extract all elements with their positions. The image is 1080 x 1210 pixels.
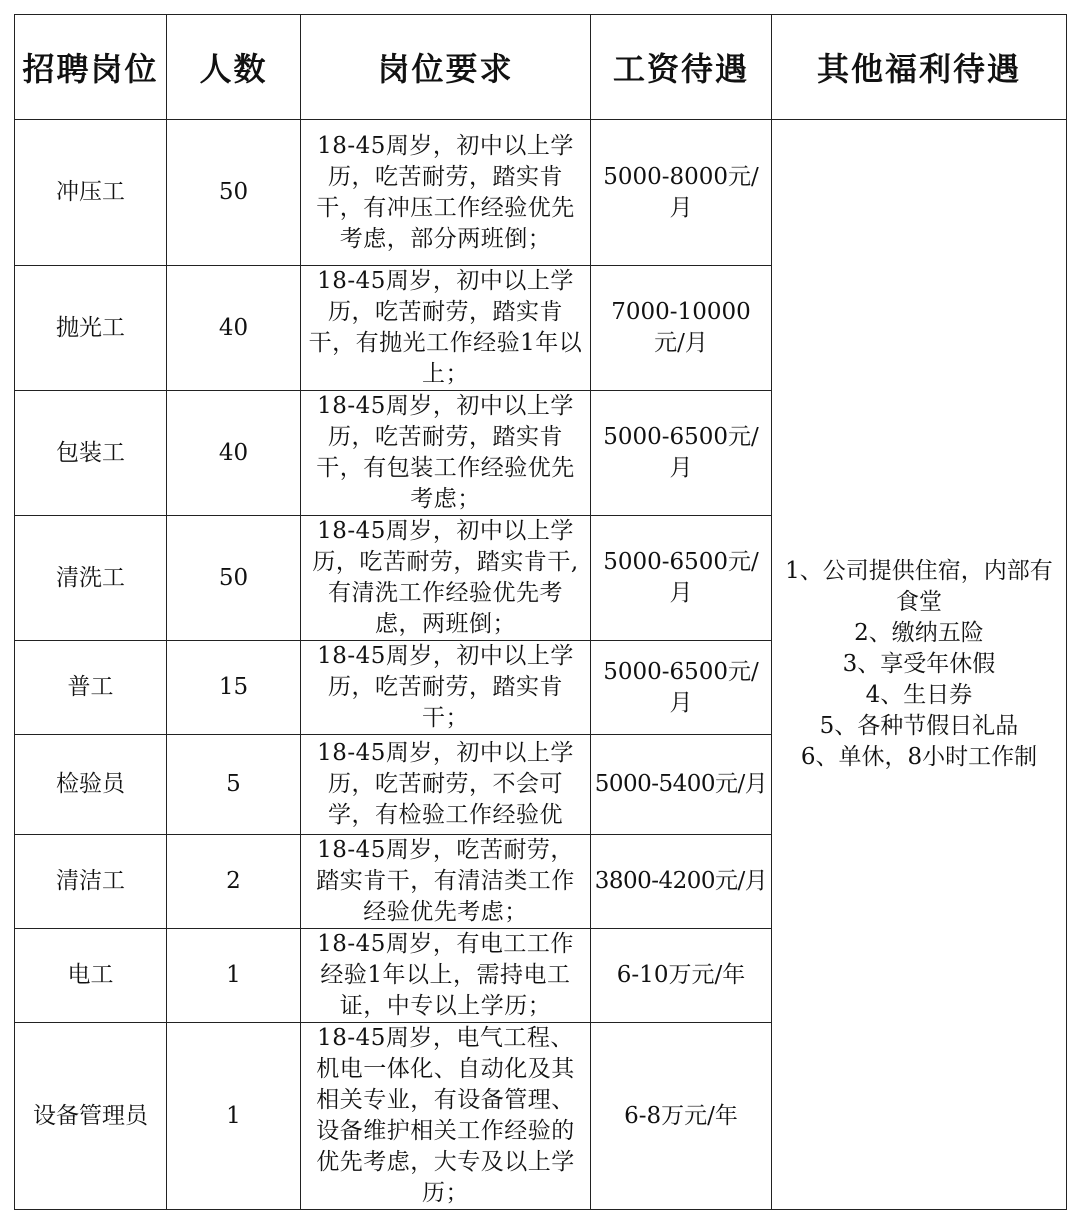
requirement-cell: 18-45周岁，吃苦耐劳，踏实肯干，有清洁类工作经验优先考虑；: [301, 835, 591, 929]
count-cell: 2: [167, 835, 301, 929]
salary-cell: 5000-5400元/月: [591, 735, 772, 835]
salary-cell: 5000-6500元/月: [591, 641, 772, 735]
welfare-cell: [772, 120, 1067, 1210]
salary-cell: 5000-6500元/月: [591, 391, 772, 516]
salary-cell: 6-8万元/年: [591, 1023, 772, 1210]
requirement-cell: 18-45周岁，初中以上学历，吃苦耐劳，踏实肯干,有清洗工作经验优先考虑，两班倒；: [301, 516, 591, 641]
header-position: 招聘岗位: [15, 15, 167, 120]
count-cell: 50: [167, 120, 301, 266]
recruitment-table: [14, 14, 1067, 1210]
requirement-cell: 18-45周岁，初中以上学历，吃苦耐劳，踏实肯干，有冲压工作经验优先考虑，部分两班倒；: [301, 120, 591, 266]
welfare-item: 2、缴纳五险: [854, 620, 984, 646]
requirement-cell: 18-45周岁，初中以上学历，吃苦耐劳，踏实肯干，有包装工作经验优先考虑；: [301, 391, 591, 516]
count-cell: 40: [167, 266, 301, 391]
position-cell: 冲压工: [15, 120, 167, 266]
header-salary: 工资待遇: [591, 15, 772, 120]
position-cell: 电工: [15, 929, 167, 1023]
position-cell: 包装工: [15, 391, 167, 516]
position-cell: 设备管理员: [15, 1023, 167, 1210]
welfare-item: 4、生日券: [865, 682, 973, 708]
header-count: 人数: [167, 15, 301, 120]
count-cell: 15: [167, 641, 301, 735]
count-cell: 1: [167, 929, 301, 1023]
position-cell: 清洗工: [15, 516, 167, 641]
requirement-cell: 18-45周岁，电气工程、机电一体化、自动化及其相关专业，有设备管理、设备维护相关工作经验的优先考虑，大专及以上学历；: [301, 1023, 591, 1210]
salary-cell: 7000-10000元/月: [591, 266, 772, 391]
salary-cell: 6-10万元/年: [591, 929, 772, 1023]
table-header-row: [15, 15, 1067, 120]
count-cell: 40: [167, 391, 301, 516]
requirement-cell: 18-45周岁，初中以上学历，吃苦耐劳，踏实肯干；: [301, 641, 591, 735]
welfare-item: 5、各种节假日礼品: [819, 713, 1019, 739]
count-cell: 1: [167, 1023, 301, 1210]
header-requirement: 岗位要求: [301, 15, 591, 120]
requirement-cell: 18-45周岁，有电工工作经验1年以上，需持电工证，中专以上学历；: [301, 929, 591, 1023]
position-cell: 清洁工: [15, 835, 167, 929]
salary-cell: 5000-6500元/月: [591, 516, 772, 641]
welfare-item: 1、公司提供住宿，内部有食堂: [785, 558, 1053, 615]
header-welfare: 其他福利待遇: [772, 15, 1067, 120]
requirement-cell: 18-45周岁，初中以上学历，吃苦耐劳，不会可学，有检验工作经验优: [301, 735, 591, 835]
count-cell: 5: [167, 735, 301, 835]
welfare-item: 3、享受年休假: [842, 651, 996, 677]
position-cell: 抛光工: [15, 266, 167, 391]
salary-cell: 5000-8000元/月: [591, 120, 772, 266]
position-cell: 检验员: [15, 735, 167, 835]
recruitment-table-container: [14, 14, 1066, 1206]
table-row: [15, 120, 1067, 266]
welfare-item: 6、单休，8小时工作制: [800, 744, 1038, 770]
salary-cell: 3800-4200元/月: [591, 835, 772, 929]
position-cell: 普工: [15, 641, 167, 735]
count-cell: 50: [167, 516, 301, 641]
requirement-cell: 18-45周岁，初中以上学历，吃苦耐劳，踏实肯干，有抛光工作经验1年以上；: [301, 266, 591, 391]
